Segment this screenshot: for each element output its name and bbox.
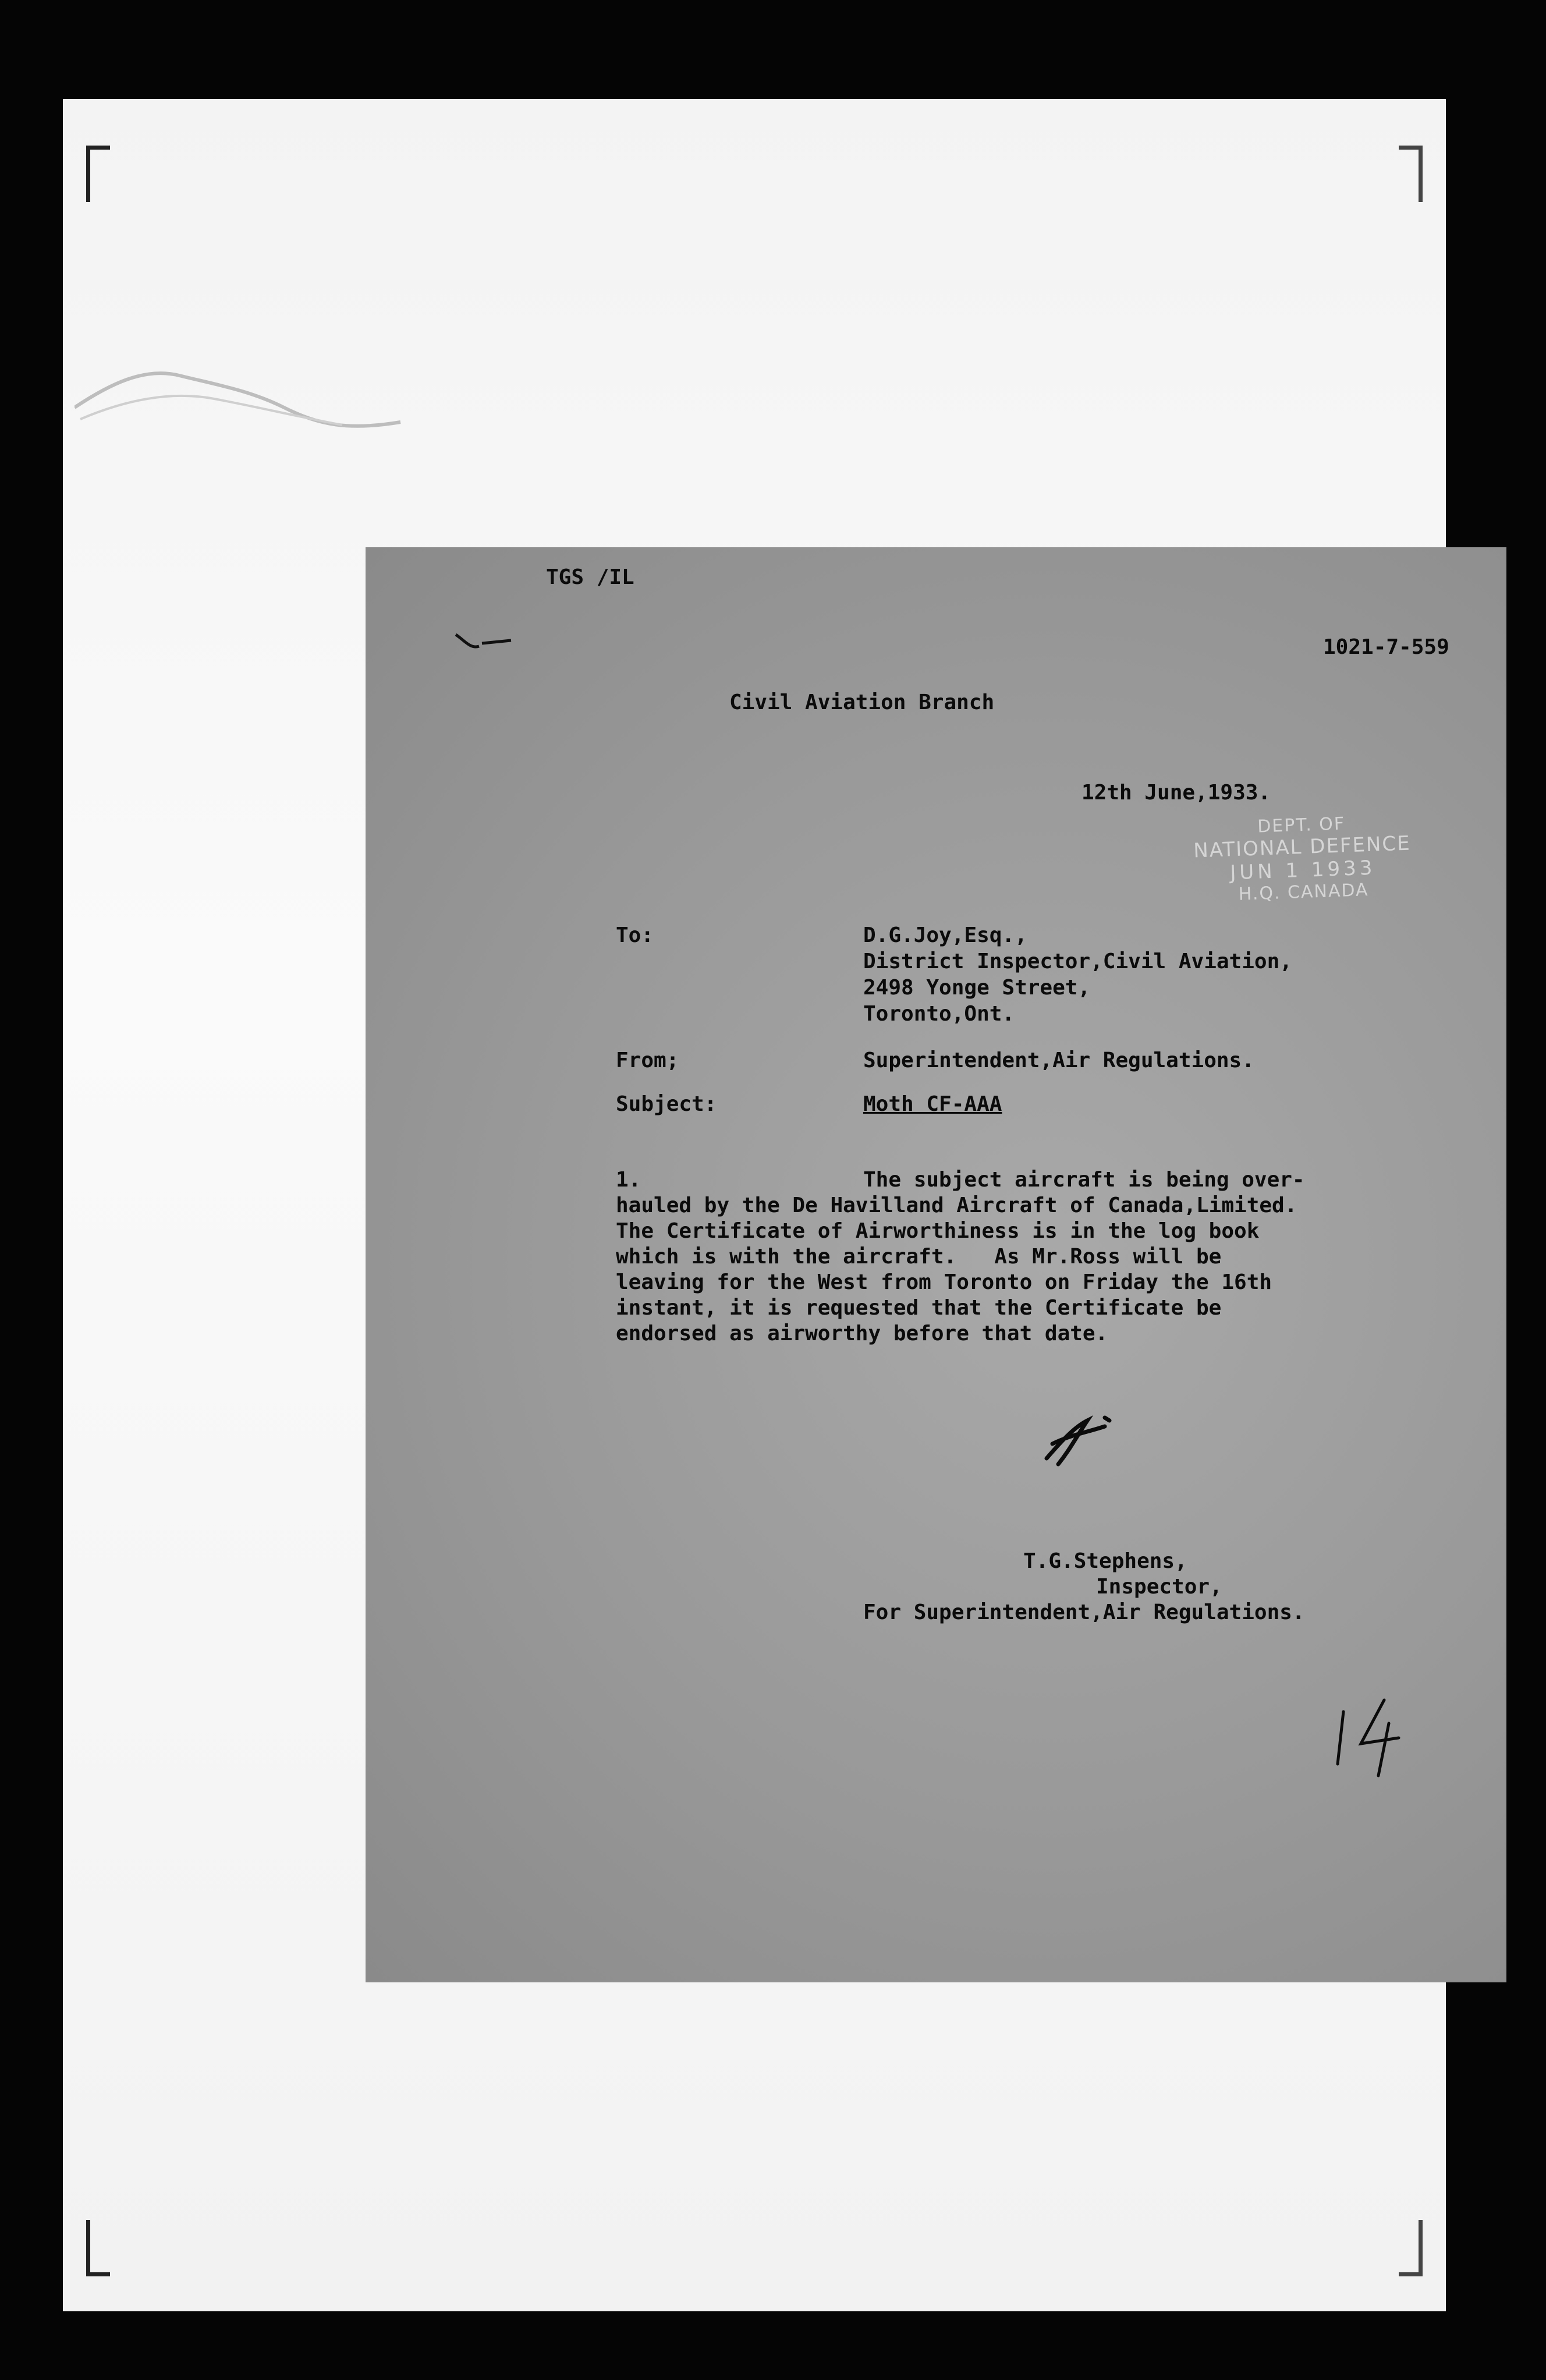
paper-tear-marks	[75, 320, 435, 437]
paragraph-number: 1.	[616, 1168, 641, 1192]
to-label: To:	[616, 923, 654, 947]
received-stamp	[1190, 811, 1415, 918]
file-number: 1021-7-559	[1323, 635, 1449, 659]
stamp-line-3: JUN 1 1933	[1229, 856, 1377, 885]
body-line-2: hauled by the De Havilland Aircraft of Canada,Limited.	[616, 1193, 1297, 1217]
signatory-name: T.G.Stephens,	[1023, 1549, 1187, 1573]
crop-mark-bottom-left	[86, 2220, 110, 2276]
body-line-3: The Certificate of Airworthiness is in the log book	[616, 1219, 1260, 1243]
letter-date: 12th June,1933.	[1082, 781, 1271, 805]
body-line-5: leaving for the West from Toronto on Friday the 16th	[616, 1270, 1272, 1294]
pencil-mark	[453, 629, 517, 658]
from-label: From;	[616, 1049, 679, 1072]
signatory-for: For Superintendent,Air Regulations.	[863, 1600, 1305, 1624]
handwritten-page-number	[1320, 1688, 1413, 1782]
body-line-1: The subject aircraft is being over-	[863, 1168, 1305, 1192]
to-line-2: District Inspector,Civil Aviation,	[863, 950, 1292, 973]
subject-value: Moth CF-AAA	[863, 1092, 1002, 1116]
letter-sheet	[366, 547, 1506, 1982]
crop-mark-top-right	[1399, 146, 1423, 202]
stamp-line-4: H.Q. CANADA	[1238, 880, 1370, 905]
body-line-4: which is with the aircraft. As Mr.Ross will be	[616, 1245, 1222, 1269]
initials-signature	[1035, 1403, 1122, 1473]
crop-mark-bottom-right	[1399, 2220, 1423, 2276]
to-line-3: 2498 Yonge Street,	[863, 976, 1091, 1000]
to-line-4: Toronto,Ont.	[863, 1002, 1015, 1026]
body-line-6: instant, it is requested that the Certificate be	[616, 1296, 1222, 1320]
file-reference: TGS /IL	[546, 565, 634, 589]
subject-label: Subject:	[616, 1092, 717, 1116]
body-line-7: endorsed as airworthy before that date.	[616, 1322, 1108, 1345]
microfilm-mount	[63, 99, 1449, 2311]
stamp-line-1: DEPT. OF	[1257, 813, 1346, 837]
signatory-title: Inspector,	[1096, 1575, 1222, 1599]
crop-mark-top-left	[86, 146, 110, 202]
stamp-line-2: NATIONAL DEFENCE	[1193, 831, 1412, 863]
to-line-1: D.G.Joy,Esq.,	[863, 923, 1027, 947]
from-value: Superintendent,Air Regulations.	[863, 1049, 1254, 1072]
branch-heading: Civil Aviation Branch	[729, 690, 995, 714]
